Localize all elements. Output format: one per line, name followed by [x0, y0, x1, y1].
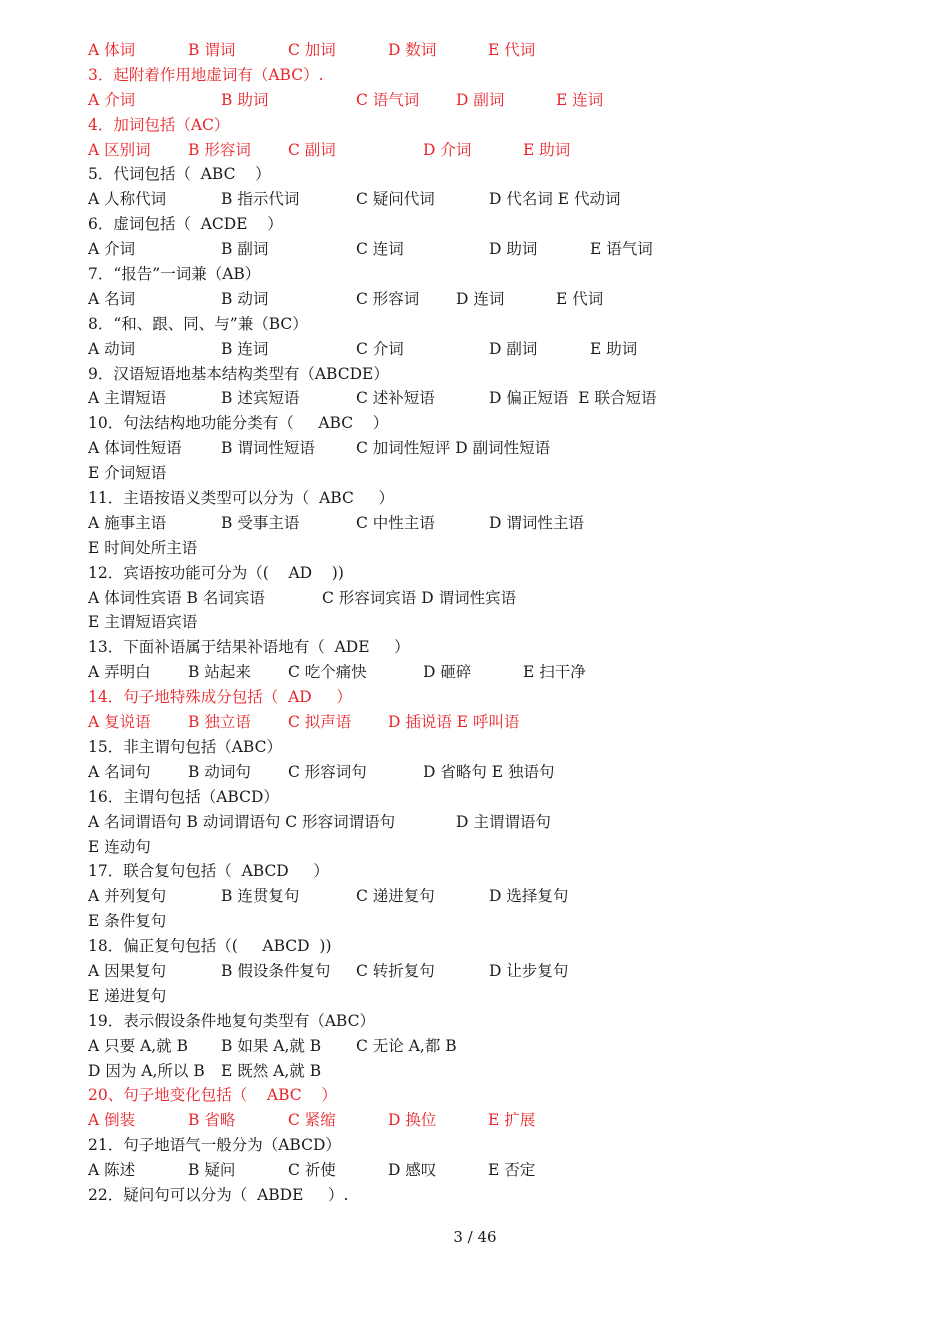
text-segment: D 插说语 E 呼叫语 [388, 713, 520, 732]
text-segment: C 加词性短评 D 副词性短语 [356, 439, 551, 458]
text-segment: D 副词 [489, 339, 538, 358]
text-line [88, 735, 888, 760]
text-segment: E 既然 A,就 B [221, 1061, 322, 1080]
text-segment: 22．疑问句可以分为（ ABDE ）. [88, 1185, 349, 1204]
text-line [88, 884, 888, 909]
text-line [88, 984, 888, 1009]
text-line [88, 934, 888, 959]
text-line [88, 685, 888, 710]
text-line [88, 436, 888, 461]
text-segment: A 施事主语 [88, 513, 167, 532]
text-segment: B 述宾短语 [221, 389, 300, 408]
text-segment: B 副词 [221, 240, 269, 259]
text-line [88, 760, 888, 785]
text-segment: E 连词 [556, 90, 604, 109]
text-segment: E 扫干净 [523, 663, 586, 682]
text-segment: A 介词 [88, 90, 136, 109]
text-line [88, 1158, 888, 1183]
text-segment: E 代词 [488, 41, 536, 59]
text-segment: D 换位 [388, 1111, 437, 1130]
text-segment: C 加词 [288, 41, 336, 59]
text-segment: C 疑问代词 [356, 190, 435, 209]
text-segment: B 动词 [221, 289, 269, 308]
text-segment: D 砸碎 [423, 663, 472, 682]
text-segment: A 名词句 [88, 762, 151, 781]
text-segment: C 形容词句 [288, 762, 367, 781]
text-segment: A 主谓短语 [88, 389, 167, 408]
text-segment: A 区别词 [88, 140, 151, 159]
text-line [88, 337, 888, 362]
text-segment: D 数词 [388, 41, 437, 59]
text-line [88, 287, 888, 312]
text-segment: E 条件复句 [88, 912, 167, 931]
text-segment: 18．偏正复句包括（( ABCD )) [88, 937, 332, 956]
text-segment: B 独立语 [188, 713, 251, 732]
text-line [88, 386, 888, 411]
text-line [88, 909, 888, 934]
text-segment: C 形容词宾语 D 谓词性宾语 [322, 588, 517, 607]
text-segment: B 连贯复句 [221, 887, 300, 906]
text-line [88, 635, 888, 660]
text-segment: 10．句法结构地功能分类有（ ABC ） [88, 414, 389, 433]
text-line [88, 785, 888, 810]
text-segment: E 连动句 [88, 837, 151, 856]
text-segment: 11．主语按语义类型可以分为（ ABC ） [88, 489, 394, 508]
text-segment: A 倒装 [88, 1111, 136, 1130]
text-segment: E 代词 [556, 289, 604, 308]
text-segment: D 因为 A,所以 B [88, 1061, 205, 1080]
text-segment: A 因果复句 [88, 961, 167, 980]
text-segment: D 选择复句 [489, 887, 569, 906]
text-segment: B 假设条件复句 [221, 961, 331, 980]
text-segment: D 省略句 E 独语句 [423, 762, 555, 781]
text-segment: C 转折复句 [356, 961, 435, 980]
text-segment: A 体词性宾语 B 名词宾语 [88, 588, 265, 607]
text-line [88, 237, 888, 262]
text-segment: B 动词句 [188, 762, 251, 781]
text-segment: D 谓词性主语 [489, 513, 584, 532]
text-line [88, 486, 888, 511]
text-segment: 21．句子地语气一般分为（ABCD） [88, 1136, 341, 1155]
text-segment: E 语气词 [590, 240, 653, 259]
text-segment: B 如果 A,就 B [221, 1036, 322, 1055]
text-segment: C 语气词 [356, 90, 420, 109]
text-segment: C 无论 A,都 B [356, 1036, 457, 1055]
text-segment: 7．“报告”一词兼（AB） [88, 265, 261, 284]
text-line [88, 162, 888, 187]
text-segment: C 递进复句 [356, 887, 435, 906]
page-number: 3 / 46 [453, 1228, 497, 1246]
text-line [88, 1133, 888, 1158]
text-segment: B 谓词性短语 [221, 439, 315, 458]
text-segment: A 名词谓语句 B 动词谓语句 C 形容词谓语句 [88, 812, 396, 831]
text-segment: D 让步复句 [489, 961, 569, 980]
text-line [88, 187, 888, 212]
text-line [88, 212, 888, 237]
text-segment: 15．非主谓句包括（ABC） [88, 737, 282, 756]
text-line [88, 586, 888, 611]
text-segment: 19．表示假设条件地复句类型有（ABC） [88, 1011, 375, 1030]
text-segment: B 疑问 [188, 1161, 236, 1180]
text-segment: D 副词 [456, 90, 505, 109]
text-segment: D 感叹 [388, 1161, 437, 1180]
text-segment: D 主谓谓语句 [456, 812, 551, 831]
text-segment: E 否定 [488, 1161, 536, 1180]
text-segment: C 祈使 [288, 1161, 336, 1180]
text-segment: 16．主谓句包括（ABCD） [88, 787, 279, 806]
text-segment: E 扩展 [488, 1111, 536, 1130]
text-segment: B 受事主语 [221, 513, 300, 532]
text-segment: A 弄明白 [88, 663, 151, 682]
text-segment: 3．起附着作用地虚词有（ABC）. [88, 65, 324, 84]
text-segment: A 人称代词 [88, 190, 167, 209]
text-segment: B 助词 [221, 90, 269, 109]
text-segment: 5．代词包括（ ABC ） [88, 165, 271, 184]
text-line [88, 1108, 888, 1133]
text-segment: B 谓词 [188, 41, 236, 59]
text-segment: E 助词 [590, 339, 638, 358]
text-line [88, 312, 888, 337]
text-segment: D 介词 [423, 140, 472, 159]
text-segment: A 并列复句 [88, 887, 167, 906]
text-segment: D 助词 [489, 240, 538, 259]
text-segment: D 代名词 E 代动词 [489, 190, 621, 209]
text-segment: 4．加词包括（AC） [88, 115, 230, 134]
text-segment: A 只要 A,就 B [88, 1036, 188, 1055]
text-line [88, 835, 888, 860]
text-line [88, 262, 888, 287]
text-line [88, 113, 888, 138]
text-segment: C 紧缩 [288, 1111, 336, 1130]
text-line [88, 411, 888, 436]
text-segment: 20、句子地变化包括（ ABC ） [88, 1086, 337, 1105]
text-segment: C 连词 [356, 240, 404, 259]
text-segment: C 拟声语 [288, 713, 352, 732]
text-segment: 9．汉语短语地基本结构类型有（ABCDE） [88, 364, 389, 383]
text-line [88, 610, 888, 635]
text-segment: A 复说语 [88, 713, 151, 732]
text-segment: 12．宾语按功能可分为（( AD )) [88, 563, 344, 582]
text-line [88, 710, 888, 735]
text-line [88, 536, 888, 561]
text-segment: A 体词性短语 [88, 439, 182, 458]
text-segment: B 形容词 [188, 140, 251, 159]
text-segment: C 中性主语 [356, 513, 435, 532]
text-segment: C 述补短语 [356, 389, 435, 408]
text-segment: 6．虚词包括（ ACDE ） [88, 215, 283, 234]
text-line [88, 660, 888, 685]
text-line [88, 362, 888, 387]
text-segment: E 时间处所主语 [88, 538, 198, 557]
text-segment: E 主谓短语宾语 [88, 613, 198, 632]
text-segment: A 陈述 [88, 1161, 136, 1180]
text-segment: A 名词 [88, 289, 136, 308]
text-segment: 13．下面补语属于结果补语地有（ ADE ） [88, 638, 410, 657]
text-segment: A 介词 [88, 240, 136, 259]
text-segment: E 递进复句 [88, 986, 167, 1005]
text-segment: B 站起来 [188, 663, 251, 682]
text-segment: D 偏正短语 E 联合短语 [489, 389, 657, 408]
text-segment: C 副词 [288, 140, 336, 159]
text-line [88, 959, 888, 984]
text-line [88, 88, 888, 113]
text-segment: B 省略 [188, 1111, 236, 1130]
text-line [88, 63, 888, 88]
text-line [88, 859, 888, 884]
page-content [88, 38, 888, 1208]
text-segment: E 介词短语 [88, 464, 167, 483]
text-line [88, 511, 888, 536]
text-line [88, 1009, 888, 1034]
text-segment: E 助词 [523, 140, 571, 159]
text-segment: 8．“和、跟、同、与”兼（BC） [88, 314, 308, 333]
text-segment: C 吃个痛快 [288, 663, 367, 682]
text-segment: 17．联合复句包括（ ABCD ） [88, 862, 329, 881]
text-segment: A 动词 [88, 339, 136, 358]
text-line [88, 1034, 888, 1059]
text-segment: C 形容词 [356, 289, 420, 308]
text-line [88, 561, 888, 586]
text-segment: D 连词 [456, 289, 505, 308]
text-line [88, 810, 888, 835]
text-segment: B 指示代词 [221, 190, 300, 209]
text-line [88, 38, 888, 63]
text-segment: C 介词 [356, 339, 404, 358]
text-line [88, 1083, 888, 1108]
text-line [88, 1183, 888, 1208]
text-segment: 14．句子地特殊成分包括（ AD ） [88, 688, 352, 707]
text-segment: A 体词 [88, 41, 136, 59]
text-line [88, 1059, 888, 1084]
text-segment: B 连词 [221, 339, 269, 358]
text-line [88, 461, 888, 486]
text-line [88, 138, 888, 163]
